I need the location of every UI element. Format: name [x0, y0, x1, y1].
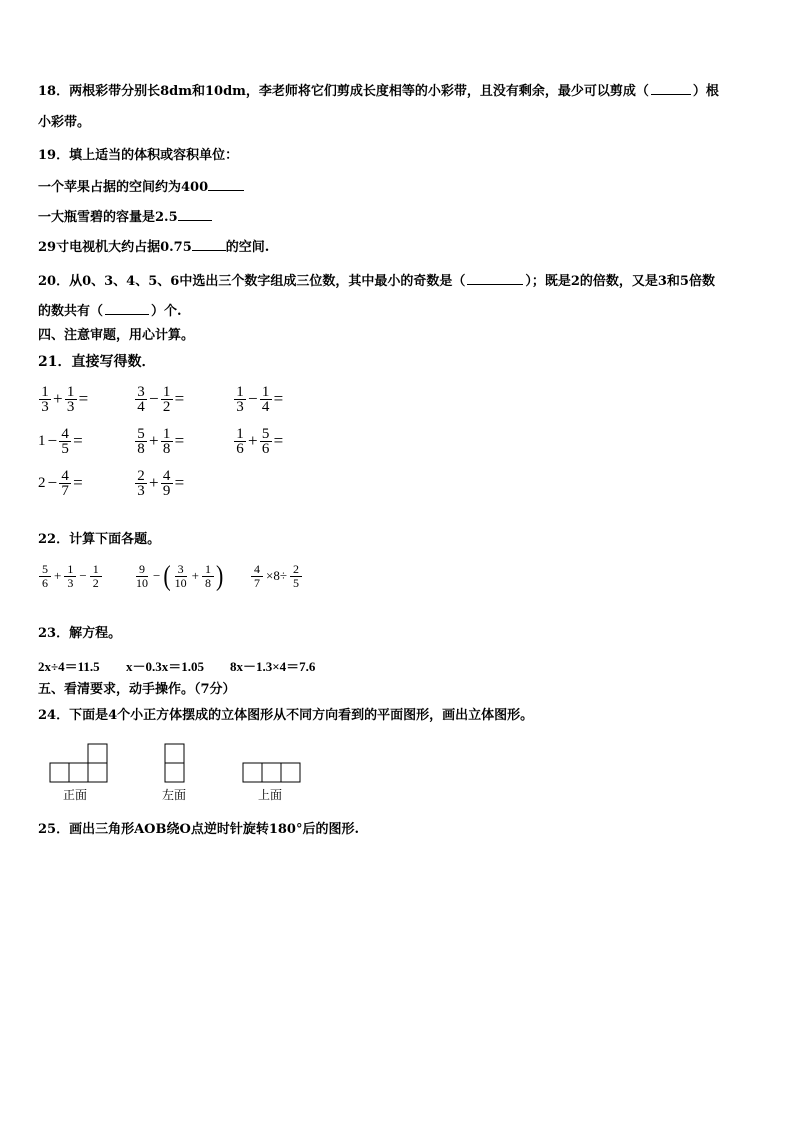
denominator: 3	[67, 575, 74, 590]
q19-item3-text-end: 的空间.	[225, 240, 270, 255]
denominator: 9	[162, 482, 171, 499]
q22-expression-3	[250, 558, 303, 594]
numerator: 1	[260, 385, 272, 400]
denominator: 7	[61, 482, 69, 499]
section-4-heading: 四、注意审题，用心计算。	[38, 328, 195, 343]
q23-equation-3: 8x－1.3×4＝7.6	[230, 659, 316, 674]
denominator: 10	[136, 575, 148, 590]
denominator: 3	[41, 398, 49, 415]
fraction	[234, 385, 246, 414]
left-square	[165, 744, 184, 763]
q19-item3-text: 29寸电视机大约占据0.75	[38, 240, 192, 255]
q20-answer-blank-1[interactable]	[467, 272, 523, 285]
denominator: 7	[254, 575, 260, 590]
q19-item1-blank[interactable]	[208, 178, 244, 191]
q24-views	[0, 740, 794, 810]
q19-item1	[38, 178, 244, 196]
fraction	[161, 385, 173, 414]
numerator: 4	[251, 563, 263, 577]
q18-answer-blank[interactable]	[651, 82, 691, 95]
operator: +	[191, 568, 200, 583]
equals-sign: =	[73, 431, 83, 450]
denominator: 3	[66, 398, 75, 415]
denominator: 8	[162, 440, 171, 457]
operator: +	[149, 431, 159, 450]
q20-text-line2: 的数共有（	[38, 304, 104, 319]
numerator: 4	[59, 427, 71, 442]
left-paren: (	[163, 559, 171, 592]
fraction	[202, 563, 214, 590]
top-square	[262, 763, 281, 782]
left-square	[165, 763, 184, 782]
denominator: 8	[205, 575, 212, 590]
operator: −	[79, 568, 87, 583]
q21-expression	[134, 424, 185, 458]
denominator: 6	[236, 440, 244, 457]
operator: +	[248, 431, 258, 450]
fraction	[39, 563, 51, 590]
left-view-drawing	[165, 744, 184, 782]
fraction	[260, 385, 272, 414]
denominator: 2	[92, 575, 99, 590]
q19-item2	[38, 208, 212, 226]
q18-line2: 小彩带。	[38, 115, 91, 130]
q23-equation-2: x－0.3x＝1.05	[126, 659, 205, 674]
operator: ×8÷	[266, 568, 287, 583]
fraction	[173, 563, 189, 590]
q21-expression	[233, 382, 284, 416]
q20-text-line2-end: ）个.	[151, 304, 182, 319]
q21-title: 21．直接写得数．	[38, 354, 156, 370]
numerator: 2	[135, 469, 147, 484]
numerator: 1	[161, 427, 173, 442]
fraction	[134, 563, 150, 590]
numerator: 4	[59, 469, 71, 484]
denominator: 6	[261, 440, 270, 457]
fraction	[65, 385, 77, 414]
front-square	[50, 763, 69, 782]
q19-item2-blank[interactable]	[178, 208, 212, 221]
operator: −	[248, 389, 258, 408]
numerator: 1	[234, 385, 246, 400]
numerator: 4	[161, 469, 173, 484]
q19-item2-text: 一大瓶雪碧的容量是2.5	[38, 210, 178, 225]
numerator: 5	[135, 427, 147, 442]
q19-item3	[38, 238, 269, 256]
view-label-top: 上面	[258, 788, 283, 802]
q21-expression	[38, 466, 84, 500]
q21-expression	[134, 382, 185, 416]
q19-title: 19．填上适当的体积或容积单位：	[38, 148, 239, 163]
q20-text: 20．从0、3、4、5、6中选出三个数字组成三位数，其中最小的奇数是（	[38, 274, 466, 289]
numerator: 1	[90, 563, 102, 577]
operator: −	[149, 389, 159, 408]
whole-number: 2	[38, 474, 46, 491]
fraction	[251, 563, 263, 590]
q22-expression-2	[133, 558, 224, 594]
equals-sign: =	[174, 473, 185, 492]
denominator: 4	[137, 398, 145, 415]
equals-sign: =	[174, 431, 185, 450]
fraction	[260, 427, 272, 456]
operator: +	[54, 568, 62, 583]
numerator: 9	[136, 563, 148, 577]
q23-title: 23．解方程。	[38, 626, 122, 641]
denominator: 10	[174, 575, 187, 590]
q19-item1-text: 一个苹果占据的空间约为400	[38, 180, 209, 195]
front-square	[88, 763, 107, 782]
numerator: 3	[175, 563, 187, 577]
fraction	[59, 427, 71, 456]
fraction	[290, 563, 302, 590]
operator: −	[153, 568, 161, 583]
q18-text: 18．两根彩带分别长8dm和10dm，李老师将它们剪成长度相等的小彩带，且没有剩余，最少可以剪成（	[38, 84, 649, 99]
fraction	[59, 469, 71, 498]
numerator: 3	[135, 385, 147, 400]
numerator: 5	[39, 563, 51, 577]
operator: −	[47, 431, 58, 450]
denominator: 6	[42, 575, 48, 590]
front-square	[69, 763, 88, 782]
operator: −	[47, 473, 58, 492]
fraction	[161, 427, 173, 456]
equals-sign: =	[174, 389, 185, 408]
q24-view-diagrams	[0, 740, 794, 810]
view-label-left: 左面	[162, 788, 187, 802]
fraction	[39, 385, 51, 414]
numerator: 2	[290, 563, 302, 577]
numerator: 1	[64, 563, 76, 577]
q21-expression	[38, 382, 89, 416]
q20-answer-blank-2[interactable]	[105, 302, 149, 315]
fraction	[135, 385, 147, 414]
q20-line2	[38, 302, 182, 320]
operator: +	[149, 473, 159, 492]
numerator: 1	[65, 385, 77, 400]
denominator: 5	[61, 440, 69, 457]
front-view-drawing	[50, 744, 107, 782]
denominator: 5	[292, 575, 299, 590]
q24-title: 24．下面是4个小正方体摆成的立体图形从不同方向看到的平面图形，画出立体图形。	[38, 708, 534, 723]
section-5-heading: 五、看清要求，动手操作。（7分）	[38, 682, 236, 697]
q21-expression	[134, 466, 185, 500]
numerator: 5	[260, 427, 272, 442]
q18-text-end: ）根	[692, 84, 719, 99]
equals-sign: =	[78, 389, 89, 408]
fraction	[135, 427, 147, 456]
denominator: 8	[137, 440, 145, 457]
whole-number: 1	[38, 432, 46, 449]
top-view-drawing	[243, 763, 300, 782]
numerator: 1	[39, 385, 51, 400]
q20-text-mid: ）；既是2的倍数，又是3和5倍数	[525, 274, 715, 289]
q25-title: 25．画出三角形AOB绕O点逆时针旋转180°后的图形.	[38, 822, 359, 837]
equals-sign: =	[273, 431, 284, 450]
denominator: 3	[137, 482, 145, 499]
q22-title: 22．计算下面各题。	[38, 532, 161, 547]
q22-expression-1	[38, 558, 103, 594]
numerator: 1	[234, 427, 246, 442]
right-paren: )	[216, 559, 224, 592]
front-square	[88, 744, 107, 763]
numerator: 1	[161, 385, 173, 400]
fraction	[161, 469, 173, 498]
denominator: 3	[236, 398, 244, 415]
q20-line1	[38, 272, 715, 290]
q18-line1	[38, 82, 719, 100]
q23-equation-1: 2x÷4＝11.5	[38, 659, 100, 674]
fraction	[135, 469, 147, 498]
q21-expression	[233, 424, 284, 458]
operator: +	[53, 389, 63, 408]
denominator: 4	[261, 398, 270, 415]
fraction	[64, 563, 76, 590]
fraction	[234, 427, 246, 456]
denominator: 2	[162, 398, 171, 415]
equals-sign: =	[273, 389, 284, 408]
equals-sign: =	[73, 473, 83, 492]
top-square	[243, 763, 262, 782]
view-label-front: 正面	[63, 788, 88, 802]
q19-item3-blank[interactable]	[192, 238, 226, 251]
top-square	[281, 763, 300, 782]
numerator: 1	[202, 563, 214, 577]
fraction	[90, 563, 102, 590]
q21-expression	[38, 424, 84, 458]
